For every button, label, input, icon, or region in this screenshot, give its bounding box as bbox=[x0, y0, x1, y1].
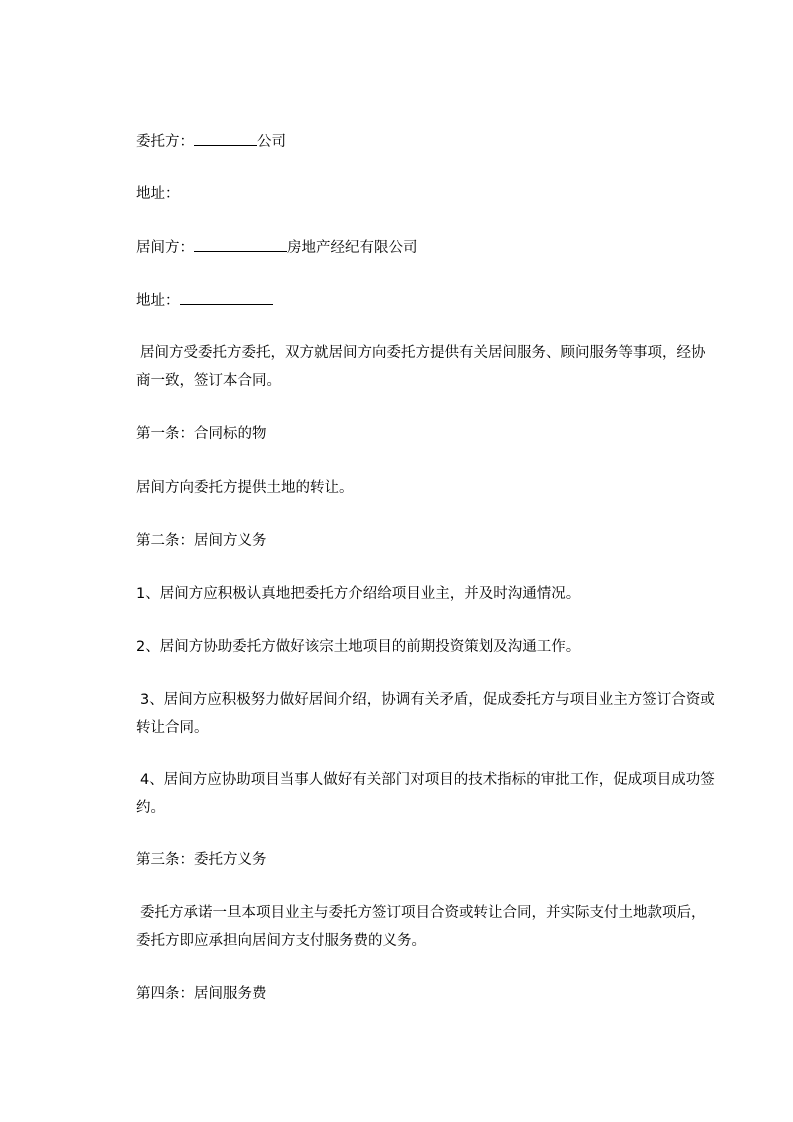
client-name-blank bbox=[194, 131, 257, 146]
broker-line bbox=[136, 237, 418, 258]
broker-name-blank bbox=[194, 237, 287, 252]
article1-body: 居间方向委托方提供土地的转让。 bbox=[136, 480, 354, 496]
article2-title: 第二条：居间方义务 bbox=[136, 533, 267, 549]
article3-title: 第三条：委托方义务 bbox=[136, 852, 267, 868]
broker-address-label: 地址： bbox=[136, 293, 180, 309]
article1-title: 第一条：合同标的物 bbox=[136, 426, 267, 442]
intro-paragraph: 居间方受委托方委托，双方就居间方向委托方提供有关居间服务、顾问服务等事项，经协商一致，签订本合同。 bbox=[136, 345, 706, 389]
article3-body: 委托方承诺一旦本项目业主与委托方签订项目合资或转让合同，并实际支付土地款项后，委托方即应承担向居间方支付服务费的义务。 bbox=[136, 905, 706, 949]
article2-item-1: 1、居间方应积极认真地把委托方介绍给项目业主，并及时沟通情况。 bbox=[136, 586, 581, 602]
article2-item-2: 2、居间方协助委托方做好该宗土地项目的前期投资策划及沟通工作。 bbox=[136, 639, 581, 655]
broker-address-line bbox=[136, 290, 273, 311]
broker-label: 居间方： bbox=[136, 240, 194, 256]
client-line bbox=[136, 131, 286, 152]
client-label: 委托方： bbox=[136, 134, 194, 150]
broker-address-blank bbox=[180, 290, 273, 305]
article2-item-4: 4、居间方应协助项目当事人做好有关部门对项目的技术指标的审批工作，促成项目成功签约。 bbox=[136, 772, 715, 816]
article2-item-3: 3、居间方应积极努力做好居间介绍，协调有关矛盾，促成委托方与项目业主方签订合资或转让合同。 bbox=[136, 692, 715, 736]
client-address-label: 地址： bbox=[136, 186, 180, 202]
article4-title: 第四条：居间服务费 bbox=[136, 986, 267, 1002]
broker-suffix: 房地产经纪有限公司 bbox=[287, 240, 418, 256]
client-suffix: 公司 bbox=[257, 134, 286, 150]
client-address-line bbox=[136, 184, 180, 204]
